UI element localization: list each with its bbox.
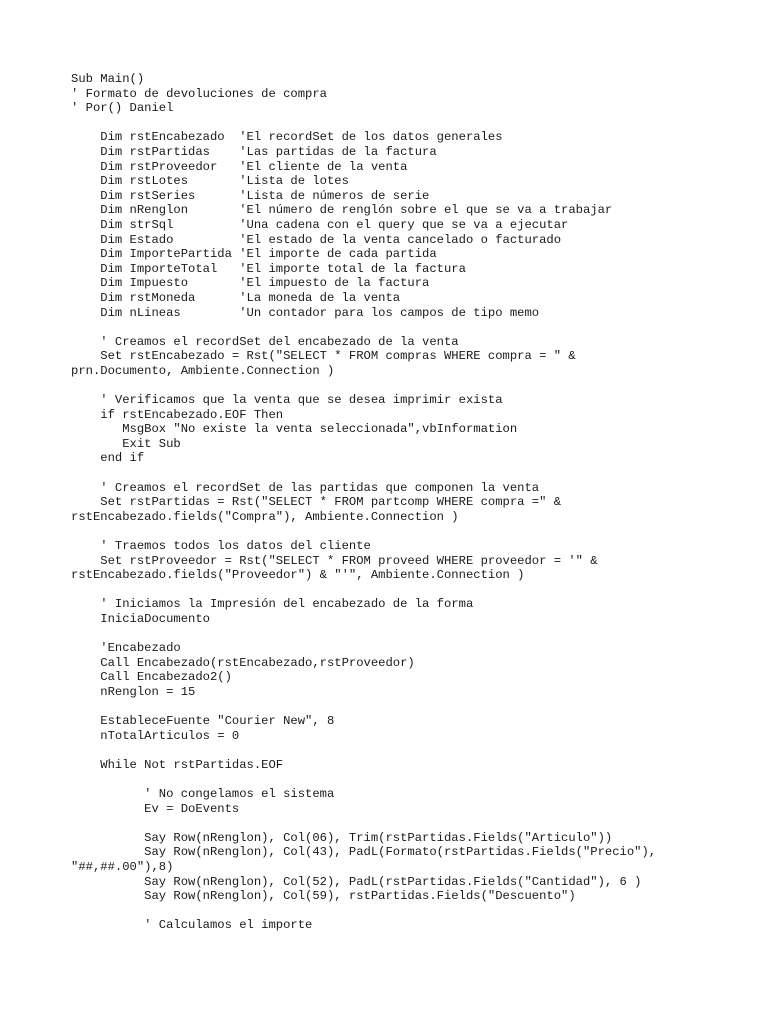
code-line: Dim strSql 'Una cadena con el query que se va a ejecutar [71,217,569,232]
code-line [71,816,656,831]
code-line: Dim ImportePartida 'El importe de cada partida [71,247,437,262]
code-line [71,773,656,788]
code-line: Dim ImporteTotal 'El importe total de la factura [71,261,466,276]
code-line: Dim rstProveedor 'El cliente de la venta [71,159,408,174]
code-line: ' Formato de devoluciones de compra [71,86,327,101]
code-line [71,466,656,481]
code-line [71,743,656,758]
code-line: While Not rstPartidas.EOF [71,757,284,772]
code-line: Exit Sub [71,436,181,451]
code-line: Call Encabezado(rstEncabezado,rstProveedor) [71,655,415,670]
code-line: ' No congelamos el sistema [71,787,335,802]
code-line: rstEncabezado.fields("Proveedor") & "'", Ambiente.Connection ) [71,568,525,583]
code-line: Say Row(nRenglon), Col(59), rstPartidas.Fields("Descuento") [71,889,576,904]
code-line: Set rstProveedor = Rst("SELECT * FROM proveed WHERE proveedor = '" & [71,553,598,568]
code-line: Dim rstLotes 'Lista de lotes [71,174,349,189]
code-line: Call Encabezado2() [71,670,232,685]
code-line: nRenglon = 15 [71,684,196,699]
code-line: Set rstPartidas = Rst("SELECT * FROM partcomp WHERE compra =" & [71,495,562,510]
code-line: ' Iniciamos la Impresión del encabezado de la forma [71,597,474,612]
code-line: Say Row(nRenglon), Col(06), Trim(rstPartidas.Fields("Articulo")) [71,830,613,845]
code-line: "##,##.00"),8) [71,860,174,875]
code-line: Dim rstPartidas 'Las partidas de la factura [71,144,437,159]
code-line: ' Creamos el recordSet de las partidas que componen la venta [71,480,540,495]
code-line: Dim Impuesto 'El impuesto de la factura [71,276,430,291]
code-line [71,904,656,919]
code-line: ' Calculamos el importe [71,918,313,933]
code-line: prn.Documento, Ambiente.Connection ) [71,363,335,378]
code-line: rstEncabezado.fields("Compra"), Ambiente.Connection ) [71,509,459,524]
code-line [71,378,656,393]
code-line [71,627,656,642]
code-listing [71,72,656,933]
code-line: MsgBox "No existe la venta seleccionada",vbInformation [71,422,518,437]
code-line [71,583,656,598]
code-line: Say Row(nRenglon), Col(52), PadL(rstPartidas.Fields("Cantidad"), 6 ) [71,874,642,889]
code-line: IniciaDocumento [71,611,210,626]
code-line: ' Creamos el recordSet del encabezado de la venta [71,334,459,349]
code-line: end if [71,451,145,466]
code-line: Dim nRenglon 'El número de renglón sobre el que se va a trabajar [71,203,613,218]
code-line: Dim rstMoneda 'La moneda de la venta [71,290,401,305]
code-line: Dim nLineas 'Un contador para los campos de tipo memo [71,305,540,320]
code-line: Dim Estado 'El estado de la venta cancelado o facturado [71,232,562,247]
code-line [71,700,656,715]
code-line: EstableceFuente "Courier New", 8 [71,714,335,729]
code-line: Dim rstEncabezado 'El recordSet de los datos generales [71,130,503,145]
code-line: Sub Main() [71,72,145,86]
code-line [71,320,656,335]
code-line [71,524,656,539]
code-line: ' Por() Daniel [71,101,174,116]
code-line [71,116,656,131]
code-line: Ev = DoEvents [71,801,240,816]
code-line: ' Verificamos que la venta que se desea imprimir exista [71,393,503,408]
code-line: Dim rstSeries 'Lista de números de serie [71,188,430,203]
code-line: 'Encabezado [71,641,181,656]
code-line: Say Row(nRenglon), Col(43), PadL(Formato(rstPartidas.Fields("Precio"), [71,845,657,860]
code-line: nTotalArticulos = 0 [71,728,240,743]
code-line: if rstEncabezado.EOF Then [71,407,284,422]
code-line: Set rstEncabezado = Rst("SELECT * FROM compras WHERE compra = " & [71,349,576,364]
code-line: ' Traemos todos los datos del cliente [71,539,371,553]
